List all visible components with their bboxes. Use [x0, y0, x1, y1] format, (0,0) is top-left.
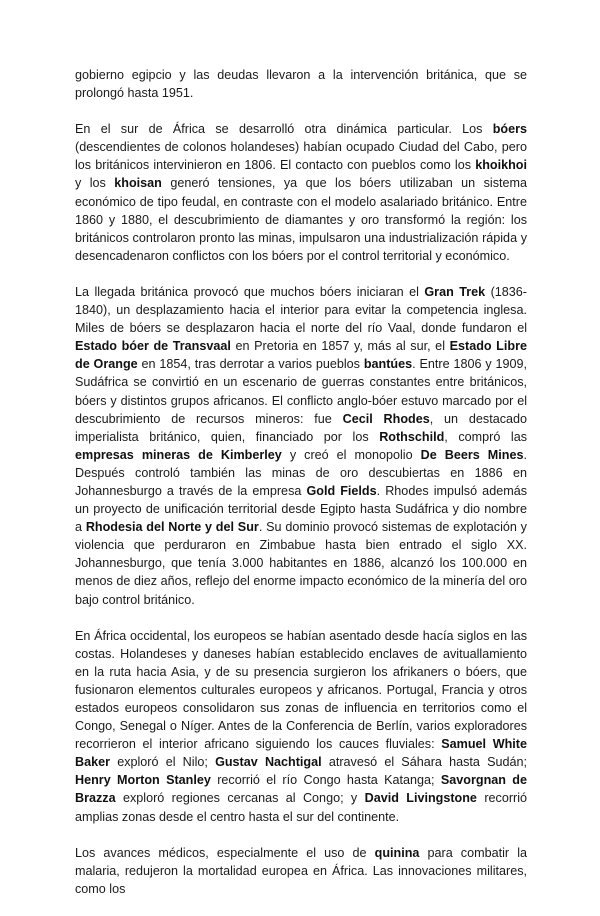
bold-term: David Livingstone [364, 791, 477, 806]
text-run: En el sur de África se desarrolló otra dinámica particular. Los [75, 122, 493, 137]
text-run: en 1854, tras derrotar a varios pueblos [137, 357, 364, 372]
text-run: recorrió amplias zonas desde el centro hasta el sur del continente. [75, 791, 528, 824]
bold-term: Rhodesia del Norte y del Sur [85, 520, 259, 535]
bold-term: Rothschild [379, 429, 445, 444]
text-run: La llegada británica provocó que muchos bóers iniciaran el [75, 284, 425, 299]
bold-term: khoikhoi [475, 158, 527, 173]
text-run: , un destacado imperialista británico, quien, financiado por los [75, 411, 528, 444]
paragraph-3 [75, 283, 527, 609]
text-run: (descendientes de colonos holandeses) habían ocupado Ciudad del Cabo, pero los británicos intervinieron en 1806. El contacto con pueblos como los [75, 140, 527, 173]
text-run: . Su dominio provocó sistemas de explotación y violencia que perduraron en Zimbabue hasta bien entrado el siglo XX. Johannesburgo, que tenía 3.000 habitantes en 1886, alcanzó los 100.000 en menos de diez años, reflejo del enorme impacto económico de la minería del oro bajo control británico. [75, 520, 527, 607]
bold-term: Estado Libre de Orange [75, 339, 527, 372]
text-run: para combatir la malaria, redujeron la mortalidad europea en África. Las innovaciones militares, como los [75, 845, 528, 896]
bold-term: Samuel White Baker [75, 737, 527, 770]
text-run: gobierno egipcio y las deudas llevaron a la intervención británica, que se prolongó hasta 1951. [75, 68, 527, 101]
document-page [75, 66, 527, 916]
bold-term: Gustav Nachtigal [215, 755, 322, 770]
bold-term: De Beers Mines [420, 447, 524, 462]
paragraph-4 [75, 627, 527, 826]
paragraph-2 [75, 120, 527, 265]
text-run: . Entre 1806 y 1909, Sudáfrica se convirtió en un escenario de guerras constantes entre británicos, bóers y distintos grupos africanos. El conflicto anglo-bóer estuvo marcado por el descubrimiento de recursos mineros: fue [75, 357, 527, 426]
text-run: y los [75, 176, 115, 191]
text-run: , compró las [444, 429, 527, 444]
text-run: exploró regiones cercanas al Congo; y [115, 791, 365, 806]
text-run: Los avances médicos, especialmente el uso de [75, 845, 375, 860]
text-run: En África occidental, los europeos se habían asentado desde hacía siglos en las costas. Holandeses y daneses habían establecido enclaves de avituallamiento en la ruta hacia Asia, y de su presencia surgieron los afrikaners o bóers, que fusionaron elementos culturales europeos y africanos. Portugal, Francia y otros estados europeos consolidaron sus zonas de influencia en territorios como el Congo, Senegal o Níger. Antes de la Conferencia de Berlín, varios exploradores recorrieron el interior africano siguiendo los cauces fluviales: [75, 628, 527, 752]
bold-term: Cecil Rhodes [342, 411, 430, 426]
text-run: y creó el monopolio [281, 447, 421, 462]
text-run: atravesó el Sáhara hasta Sudán; [321, 755, 528, 770]
bold-term: quinina [374, 845, 420, 860]
bold-term: Savorgnan de Brazza [75, 773, 528, 806]
bold-term: Gold Fields [306, 483, 377, 498]
text-run: . Después controló también las minas de oro descubiertas en 1886 en Johannesburgo a través de la empresa [75, 447, 527, 498]
bold-term: khoisan [114, 176, 162, 191]
text-run: . Rhodes impulsó además un proyecto de unificación territorial desde Egipto hasta Sudáfrica y dio nombre a [75, 483, 527, 535]
paragraph-1 [75, 66, 527, 102]
text-run: en Pretoria en 1857 y, más al sur, el [230, 339, 450, 354]
bold-term: Gran Trek [424, 284, 486, 299]
text-run: (1836-1840), un desplazamiento hacia el interior para evitar la competencia inglesa. Miles de bóers se desplazaron hacia el norte del río Vaal, donde fundaron el [75, 284, 527, 336]
paragraph-5 [75, 844, 527, 898]
text-run: recorrió el río Congo hasta Katanga; [210, 773, 441, 788]
bold-term: empresas mineras de Kimberley [75, 447, 282, 462]
bold-term: Henry Morton Stanley [75, 773, 211, 788]
bold-term: bantúes [363, 357, 413, 372]
bold-term: Estado bóer de Transvaal [75, 339, 231, 354]
text-run: exploró el Nilo; [110, 755, 216, 770]
bold-term: bóers [492, 122, 527, 137]
text-run: generó tensiones, ya que los bóers utilizaban un sistema económico de tipo feudal, en contraste con el modelo asalariado británico. Entre 1860 y 1880, el descubrimiento de diamantes y oro transformó la región: los británicos controlaron pronto las minas, impulsaron una industrialización rápida y desencadenaron conflictos con los bóers por el control territorial y económico. [75, 176, 527, 263]
